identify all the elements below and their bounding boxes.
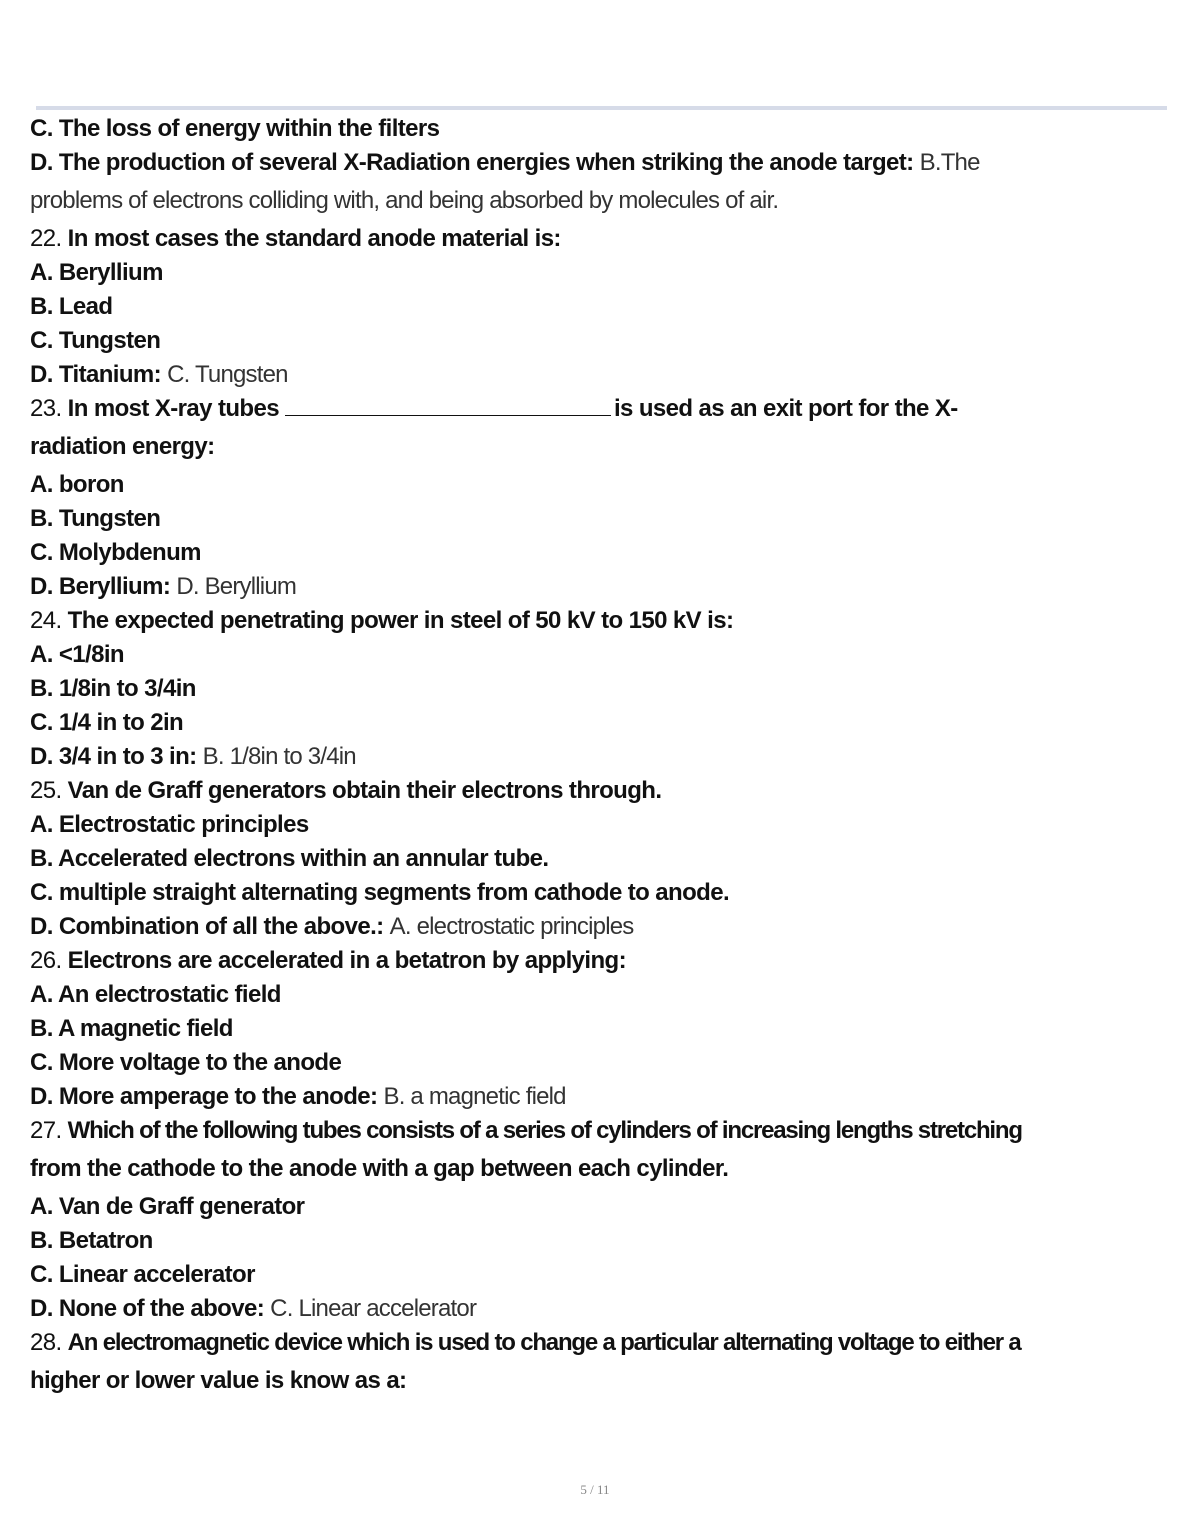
option-text: A. An electrostatic field: [30, 981, 281, 1008]
question-text: Which of the following tubes consists of a series of cylinders of increasing lengths stretching: [67, 1117, 1022, 1144]
question-number: 28.: [30, 1329, 62, 1356]
option-text: B. Tungsten: [30, 505, 161, 532]
option-b: [30, 502, 1170, 536]
document-body: [30, 112, 1170, 1402]
option-b: [30, 1224, 1170, 1258]
page-number: 5 / 11: [580, 1482, 610, 1497]
option-d: [30, 740, 1170, 774]
option-c: [30, 324, 1170, 358]
answer-text: B. 1/8in to 3/4in: [202, 743, 356, 770]
answer-text: B. a magnetic field: [383, 1083, 566, 1110]
question-23-continuation: [30, 426, 1170, 468]
option-text: A. <1/8in: [30, 641, 124, 668]
question-text: The expected penetrating power in steel of 50 kV to 150 kV is:: [67, 607, 734, 634]
option-text: A. Electrostatic principles: [30, 811, 309, 838]
option-text: D. More amperage to the anode:: [30, 1083, 378, 1110]
question-28: [30, 1326, 1170, 1360]
question-number: 27.: [30, 1117, 62, 1144]
option-text: B. Lead: [30, 293, 113, 320]
question-22: [30, 222, 1170, 256]
option-a: [30, 638, 1170, 672]
option-a: [30, 808, 1170, 842]
option-text: C. The loss of energy within the filters: [30, 115, 440, 142]
option-d: [30, 1080, 1170, 1114]
option-text: B. Betatron: [30, 1227, 153, 1254]
option-b: [30, 842, 1170, 876]
option-c: [30, 706, 1170, 740]
question-text: In most cases the standard anode material is:: [67, 225, 561, 252]
header-rule: [36, 106, 1167, 110]
option-text: D. The production of several X-Radiation energies when striking the anode target:: [30, 149, 914, 176]
option-text: C. Tungsten: [30, 327, 161, 354]
question-text: In most X-ray tubes: [67, 395, 279, 422]
option-text: A. boron: [30, 471, 124, 498]
option-c: [30, 1258, 1170, 1292]
option-a: [30, 256, 1170, 290]
question-text: radiation energy:: [30, 433, 215, 460]
option-c: [30, 876, 1170, 910]
question-28-continuation: [30, 1360, 1170, 1402]
option-d: [30, 1292, 1170, 1326]
answer-text: C. Tungsten: [167, 361, 288, 388]
option-text: A. Van de Graff generator: [30, 1193, 305, 1220]
question-text: Electrons are accelerated in a betatron by applying:: [67, 947, 626, 974]
question-27-continuation: [30, 1148, 1170, 1190]
option-b: [30, 1012, 1170, 1046]
answer-text: D. Beryllium: [176, 573, 297, 600]
option-text: D. Titanium:: [30, 361, 162, 388]
option-c: [30, 1046, 1170, 1080]
option-d: [30, 570, 1170, 604]
question-text: higher or lower value is know as a:: [30, 1367, 407, 1394]
question-25: [30, 774, 1170, 808]
question-number: 26.: [30, 947, 62, 974]
question-text: from the cathode to the anode with a gap between each cylinder.: [30, 1155, 729, 1182]
answer-continuation: [30, 180, 1170, 222]
option-text: C. More voltage to the anode: [30, 1049, 342, 1076]
question-text: An electromagnetic device which is used to change a particular alternating voltage to either a: [67, 1329, 1021, 1356]
option-text: A. Beryllium: [30, 259, 163, 286]
option-text: B. Accelerated electrons within an annular tube.: [30, 845, 549, 872]
option-b: [30, 672, 1170, 706]
answer-text: B.The: [919, 149, 980, 176]
question-number: 23.: [30, 395, 62, 422]
option-d: [30, 910, 1170, 944]
option-a: [30, 1190, 1170, 1224]
option-a: [30, 978, 1170, 1012]
question-number: 25.: [30, 777, 62, 804]
option-text: C. multiple straight alternating segments from cathode to anode.: [30, 879, 730, 906]
answer-text: C. Linear accelerator: [270, 1295, 477, 1322]
question-number: 24.: [30, 607, 62, 634]
option-b: [30, 290, 1170, 324]
option-text: B. 1/8in to 3/4in: [30, 675, 196, 702]
option-c: [30, 112, 1170, 146]
fill-in-blank: [285, 393, 611, 416]
option-text: C. 1/4 in to 2in: [30, 709, 184, 736]
question-number: 22.: [30, 225, 62, 252]
option-d: [30, 146, 1170, 180]
option-a: [30, 468, 1170, 502]
option-text: D. Beryllium:: [30, 573, 171, 600]
option-text: B. A magnetic field: [30, 1015, 233, 1042]
answer-text: A. electrostatic principles: [389, 913, 634, 940]
option-c: [30, 536, 1170, 570]
question-27: [30, 1114, 1170, 1148]
question-26: [30, 944, 1170, 978]
question-text: Van de Graff generators obtain their electrons through.: [67, 777, 662, 804]
option-text: D. None of the above:: [30, 1295, 265, 1322]
question-text: is used as an exit port for the X-: [613, 395, 958, 422]
question-23: [30, 392, 1170, 426]
option-d: [30, 358, 1170, 392]
answer-text: problems of electrons colliding with, and being absorbed by molecules of air.: [30, 187, 779, 214]
question-24: [30, 604, 1170, 638]
option-text: D. Combination of all the above.:: [30, 913, 384, 940]
option-text: C. Molybdenum: [30, 539, 201, 566]
option-text: C. Linear accelerator: [30, 1261, 255, 1288]
option-text: D. 3/4 in to 3 in:: [30, 743, 197, 770]
